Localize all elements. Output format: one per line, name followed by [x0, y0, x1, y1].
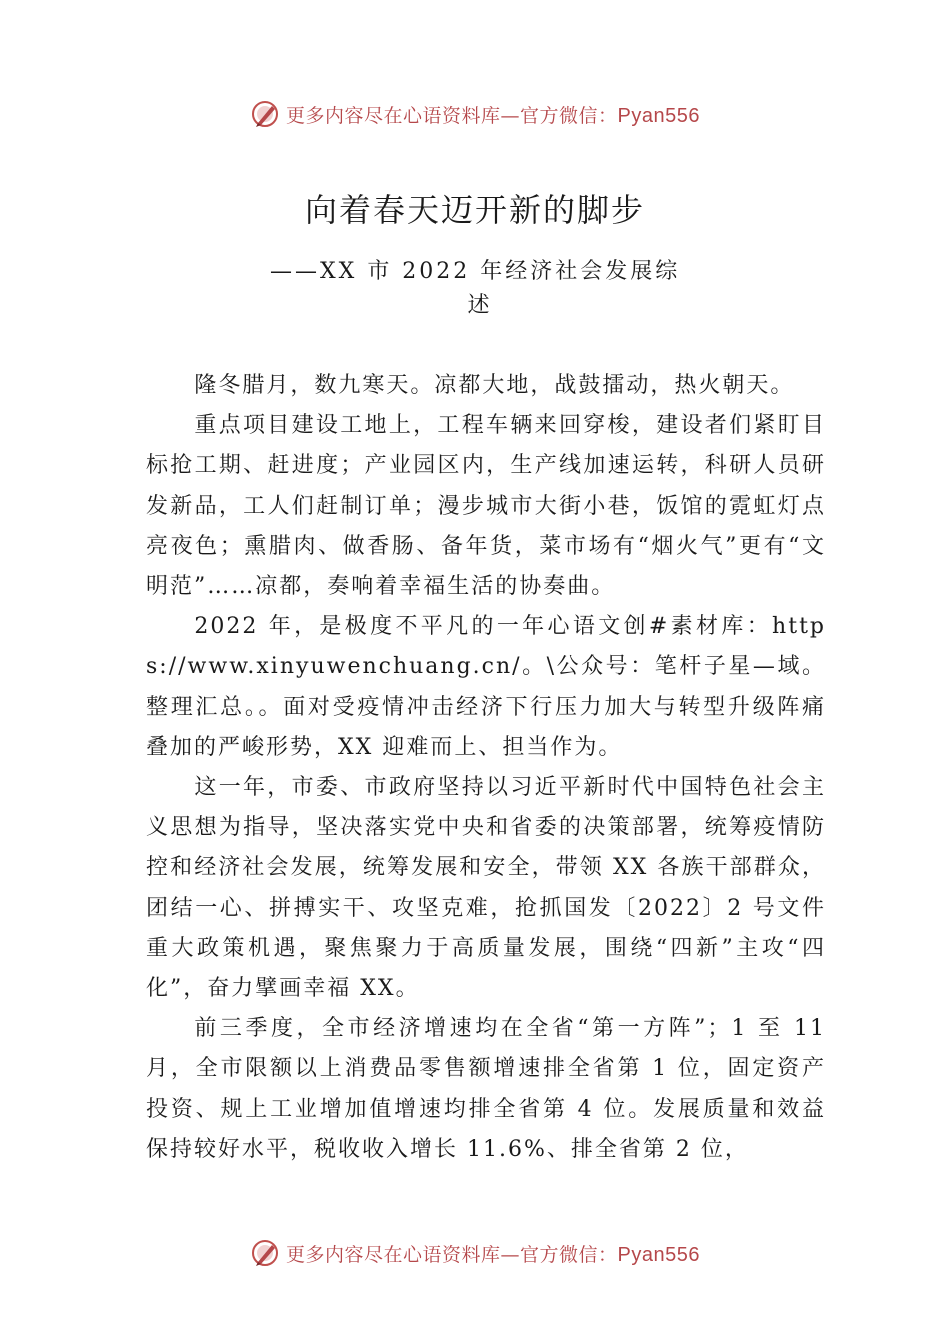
- subtitle-line-1: ——XX 市 2022 年经济社会发展综: [270, 259, 681, 284]
- pen-logo-icon: [250, 99, 280, 129]
- document-subtitle: [270, 255, 690, 323]
- footer-banner: [0, 1233, 950, 1273]
- paragraph-1: 隆冬腊月，数九寒天。凉都大地，战鼓擂动，热火朝天。: [194, 373, 795, 398]
- pen-logo-icon: [250, 1238, 280, 1268]
- document-body: [146, 366, 826, 1170]
- banner-text: 更多内容尽在心语资料库—官方微信：Pyan556: [286, 104, 700, 127]
- subtitle-line-2: 述: [467, 293, 493, 318]
- header-banner: [0, 94, 950, 134]
- paragraph-3: 2022 年，是极度不平凡的一年心语文创#素材库：https://www.xinyuwenchuang.cn/。\公众号：笔杆子星—域。整理汇总。。面对受疫情冲击经济下行压力加大与转型升级阵痛叠加的严峻形势，XX 迎难而上、担当作为。: [146, 614, 826, 760]
- paragraph-5: 前三季度，全市经济增速均在全省“第一方阵”；1 至 11 月，全市限额以上消费品零售额增速排全省第 1 位，固定资产投资、规上工业增加值增速均排全省第 4 位。发展质量和效益保持较好水平，税收收入增长 11.6%、排全省第 2 位，: [146, 1016, 826, 1162]
- banner-text: 更多内容尽在心语资料库—官方微信：Pyan556: [286, 1243, 700, 1266]
- document-title: 向着春天迈开新的脚步: [304, 191, 645, 229]
- paragraph-2: 重点项目建设工地上，工程车辆来回穿梭，建设者们紧盯目标抢工期、赶进度；产业园区内，生产线加速运转，科研人员研发新品，工人们赶制订单；漫步城市大街小巷，饭馆的霓虹灯点亮夜色；熏腊肉、做香肠、备年货，菜市场有“烟火气”更有“文明范”……凉都，奏响着幸福生活的协奏曲。: [146, 413, 826, 600]
- paragraph-4: 这一年，市委、市政府坚持以习近平新时代中国特色社会主义思想为指导，坚决落实党中央和省委的决策部署，统筹疫情防控和经济社会发展，统筹发展和安全，带领 XX 各族干部群众，团结一心、拼搏实干、攻坚克难，抢抓国发〔2022〕2 号文件重大政策机遇，聚焦聚力于高质量发展，围绕“四新”主攻“四化”，奋力擘画幸福 XX。: [146, 775, 826, 1002]
